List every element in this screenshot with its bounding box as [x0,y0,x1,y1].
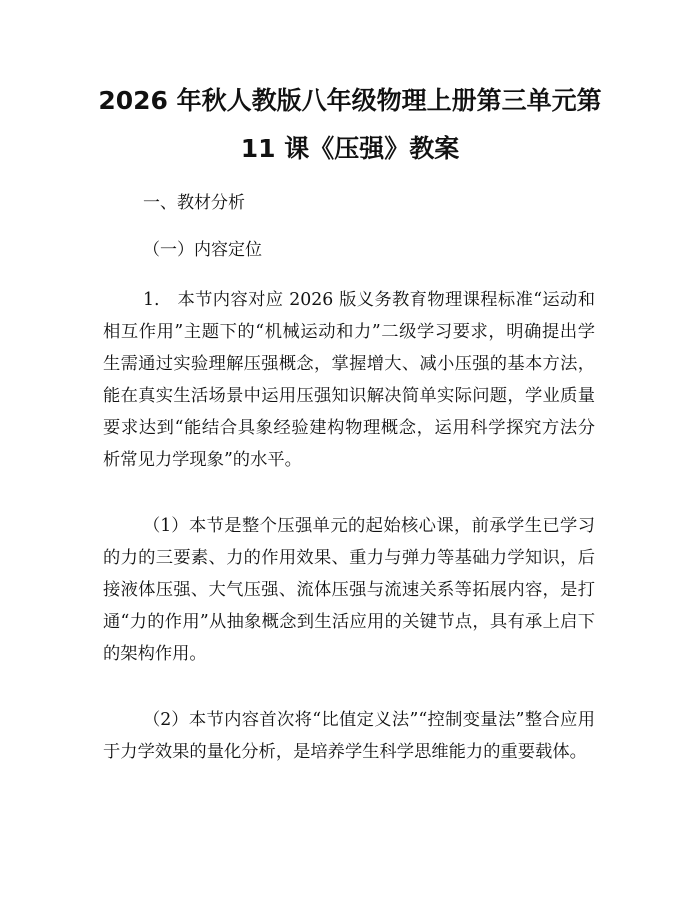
paragraph-1 [103,284,595,476]
paragraph-2-text: 本节是整个压强单元的起始核心课，前承学生已学习的力的三要素、力的作用效果、重力与弹力等基础力学知识，后接液体压强、大气压强、流体压强与流速关系等拓展内容，是打通“力的作用”从抽象概念到生活应用的关键节点，具有承上启下的架构作用。 [103,516,595,664]
paragraph-1-marker: 1. [143,290,160,310]
paragraph-2 [103,510,595,670]
document-title-line-1: 2026 年秋人教版八年级物理上册第三单元第 [98,86,602,115]
paragraph-3-marker: （2） [143,710,189,730]
paragraph-3 [103,704,595,768]
paragraph-3-text: 本节内容首次将“比值定义法”“控制变量法”整合应用于力学效果的量化分析，是培养学生科学思维能力的重要载体。 [103,710,595,762]
section-heading: 一、教材分析 [143,193,245,213]
paragraph-2-marker: （1） [143,516,189,536]
paragraph-1-text: 本节内容对应 2026 版义务教育物理课程标准“运动和相互作用”主题下的“机械运动和力”二级学习要求，明确提出学生需通过实验理解压强概念，掌握增大、减小压强的基本方法，能在真实生活场景中运用压强知识解决简单实际问题，学业质量要求达到“能结合具象经验建构物理概念，运用科学探究方法分析常见力学现象”的水平。 [103,290,595,470]
subsection-heading: （一）内容定位 [143,240,262,260]
document-title-line-2: 11 课《压强》教案 [240,134,460,163]
